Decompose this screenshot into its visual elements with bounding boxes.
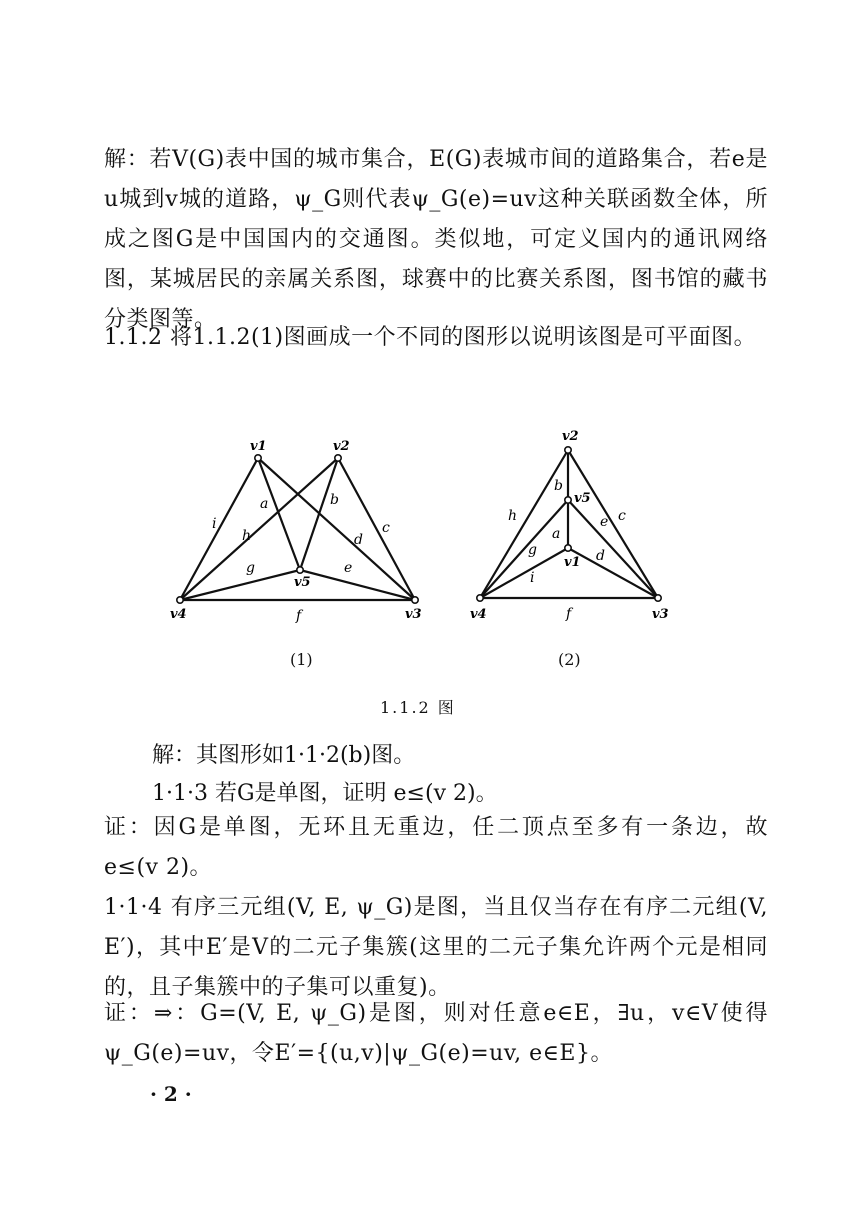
edge-label: f: [566, 606, 572, 622]
page-number: · 2 ·: [150, 1082, 192, 1106]
edge-label: b: [554, 478, 563, 494]
figure-right-caption: (2): [558, 650, 581, 669]
edge-label: i: [212, 516, 217, 532]
edge-label: e: [344, 560, 353, 576]
vertex-label: v3: [652, 607, 669, 622]
vertex-label: v1: [564, 555, 581, 570]
proof-1-1-4: 证：⇒：G=(V, E, ψ_G)是图，则对任意e∈E，∃u，v∈V使得ψ_G(e)=uv，令E′={(u,v)|ψ_G(e)=uv, e∈E}。: [104, 1001, 768, 1066]
figure-left-caption: (1): [290, 650, 313, 669]
problem-1-1-4: 1·1·4 有序三元组(V, E, ψ_G)是图，当且仅当存在有序二元组(V, E′)，其中E′是V的二元子集簇(这里的二元子集允许两个元是相同的，且子集簇中的子集可以重复)。: [104, 895, 768, 1000]
vertex-label: v2: [333, 439, 350, 454]
edge-label: c: [618, 508, 626, 524]
vertex-label: v5: [294, 575, 311, 590]
problem-1-1-2: 1.1.2 将1.1.2(1)图画成一个不同的图形以说明该图是可平面图。: [104, 325, 757, 350]
vertex-label: v5: [574, 491, 591, 506]
proof-1-1-3: 证：因G是单图，无环且无重边，任二顶点至多有一条边，故 e≤(v 2)。: [104, 815, 768, 880]
edge-label: e: [600, 514, 609, 530]
solution-1-1-2: 解：其图形如1·1·2(b)图。: [152, 743, 416, 768]
edge-label: a: [260, 496, 269, 512]
problem-1-1-3: 1·1·3 若G是单图，证明 e≤(v 2)。: [152, 781, 498, 806]
vertex-label: v2: [562, 429, 579, 444]
edge-label: a: [552, 526, 561, 542]
figure-caption: 1.1.2 图: [380, 698, 456, 717]
edge-label: d: [596, 548, 605, 564]
edge-label: b: [330, 492, 339, 508]
edge-label: g: [528, 542, 537, 558]
vertex-label: v3: [405, 607, 422, 622]
vertex-label: v4: [170, 607, 187, 622]
edge-label: h: [508, 508, 518, 524]
edge-label: c: [382, 520, 390, 536]
vertex-label: v4: [470, 607, 487, 622]
edge-label: g: [246, 560, 255, 576]
edge-label: f: [296, 608, 302, 624]
edge-label: d: [354, 532, 363, 548]
vertex-label: v1: [250, 439, 267, 454]
edge-label: h: [242, 528, 252, 544]
solution-1-1-1: 解：若V(G)表中国的城市集合，E(G)表城市间的道路集合，若e是u城到v城的道路，ψ_G则代表ψ_G(e)=uv这种关联函数全体，所成之图G是中国国内的交通图。类似地，可定义国内的通讯网络图，某城居民的亲属关系图，球赛中的比赛关系图，图书馆的藏书分类图等。: [104, 147, 768, 332]
edge-label: i: [530, 570, 535, 586]
figure-1-1-2: [150, 420, 710, 680]
